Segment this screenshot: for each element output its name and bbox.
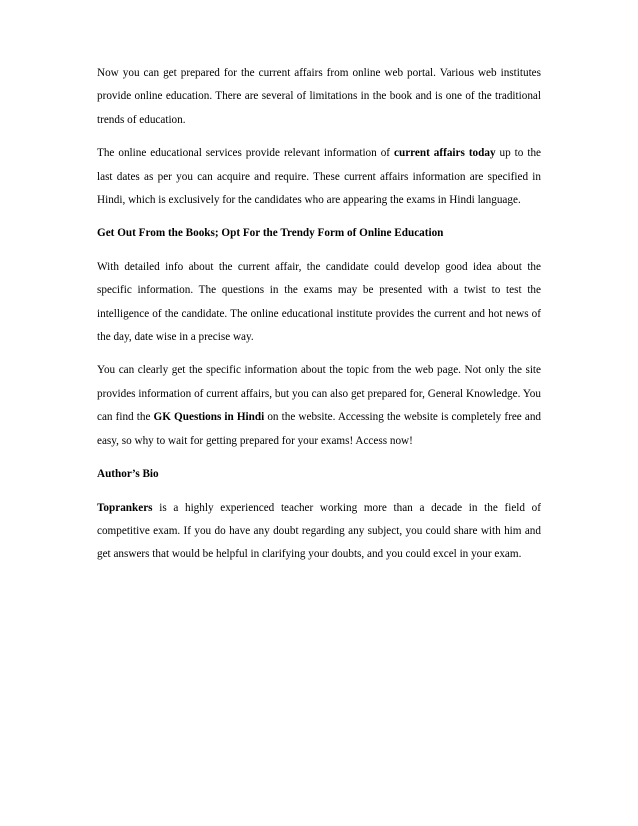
section-heading-authors-bio: Author’s Bio [97,468,159,481]
paragraph-services-text-end: up to the last dates as per you can acquire and require. These current affairs information are specified in Hindi, which is exclusively for the candidates who are appearing the exams in Hindi language. [97,147,542,207]
paragraph-web-page [97,359,541,453]
author-name: Toprankers [97,501,153,514]
paragraph-detailed-info-text: With detailed info about the current affair, the candidate could develop good idea about the specific information. The questions in the exams may be presented with a twist to test the intelligence of the candidate. The online educational institute provides the current and hot news of the day, date wise in a precise way. [97,260,541,344]
gk-questions-in-hindi-link[interactable]: GK Questions in Hindi [153,411,265,424]
paragraph-web-page-text-end: on the website. Accessing the website is completely free and easy, so why to wait for getting prepared for your exams! Access now! [97,411,542,447]
paragraph-author-bio [97,497,541,567]
section-heading-online-education: Get Out From the Books; Opt For the Trendy Form of Online Education [97,227,444,240]
paragraph-author-bio-text: is a highly experienced teacher working more than a decade in the field of competitive exam. If you do have any doubt regarding any subject, you could share with him and get answers that would be helpful in clarifying your doubts, and you could excel in your exam. [97,501,541,561]
paragraph-detailed-info [97,256,541,350]
paragraph-intro [97,62,541,132]
paragraph-services [97,142,541,212]
paragraph-services-text-start: The online educational services provide relevant information of [97,147,394,160]
current-affairs-today-link[interactable]: current affairs today [394,147,496,160]
document-page [97,62,541,577]
paragraph-web-page-text-start: You can clearly get the specific information about the topic from the web page. Not only the site provides information of current affairs, but you can also get prepared for, General Knowledge. You can find the [97,364,541,424]
paragraph-intro-text: Now you can get prepared for the current affairs from online web portal. Various web institutes provide online education. There are several of limitations in the book and is one of the traditional trends of education. [97,67,541,126]
